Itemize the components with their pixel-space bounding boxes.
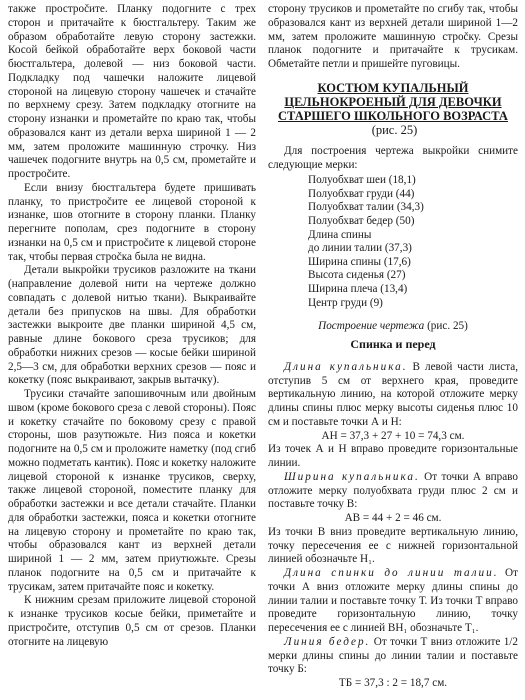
paragraph-text: От точки Т вниз отложите 1/2 мерки длины спины до линии талии и поставьте точку Б: xyxy=(268,635,518,676)
figure-ref: (рис. 25) xyxy=(427,320,468,333)
paragraph-text: От точки А вправо отложите мерку полуобхвата груди плюс 2 см и поставьте точку В: xyxy=(268,470,518,511)
list-item: Полуобхват груди (44) xyxy=(308,187,415,200)
term: Длина спинки до линии талии. xyxy=(284,567,499,580)
paragraph: Для построения чертежа выкройки снимите следующие мерки: xyxy=(268,144,518,171)
figure-ref: (рис. 25) xyxy=(371,122,418,137)
term: Ширина купальника. xyxy=(284,470,420,483)
paragraph: Если внизу бюстгальтера будете пришивать планку, то пристроčите ее лицевой стороной к изнанке, шов отогните в сторону планки. Планку перегните пополам, срез подогните в сторону изнанки на 0,5 см и пристроčите к лицевой стороне так, чтобы первая строčка была не видна. xyxy=(8,181,256,263)
list-item: Ширина плеча (13,4) xyxy=(308,283,408,295)
list-item: Полуобхват бедер (50) xyxy=(308,215,415,228)
list-item: до линии талии (37,3) xyxy=(308,242,412,255)
section-heading-text: КОСТЮМ КУПАЛЬНЫЙ ЦЕЛЬНОКРОЕНЫЙ ДЛЯ ДЕВОЧКИ СТАРШЕГО ШКОЛЬНОГО ВОЗРАСТА xyxy=(278,80,508,123)
caption-italic: Построение чертежа xyxy=(318,320,425,333)
list-item: Длина спины xyxy=(308,228,372,241)
right-column xyxy=(268,3,518,691)
formula: АВ = 44 + 2 = 46 см. xyxy=(344,512,442,525)
formula: ТБ = 37,3 : 2 = 18,7 см. xyxy=(338,677,448,690)
list-item: Полуобхват шеи (18,1) xyxy=(308,174,416,187)
term: Линия бедер. xyxy=(284,635,371,648)
list-item: Полуобхват талии (34,3) xyxy=(308,201,424,214)
paragraph-text: В левой части листа, отступив 5 см от верхнего края, проведите вертикальную линию, на которой отложите мерку длины спины плюс мерку высоты сиденья плюс 10 см и поставьте точки А и Н: xyxy=(268,360,519,428)
paragraph: Детали выкройки трусиков разложите на ткани (направление долевой нити на чертеже должно совпадать с долевой нитью ткани). Выкраивайте детали без припусков на швы. Для обработки застежки выкроите две планки шириной 4,5 см, равные длине бокового среза трусиков; для обработки нижних срезов — косые бейки шириной 2,5—3 см, для обработки верхних срезов — пояс и кокетку (пояс выкраивают, закрыв вытачку). xyxy=(8,264,256,387)
left-column xyxy=(8,3,256,649)
paragraph: сторону трусиков и прометайте по сгибу так, чтобы образовался кант из верхней детали шириной 1—2 мм, затем проложите машинную строčку. Срезы планок подогните и притачайте к трусикам. Обметайте петли и пришейте пуговицы. xyxy=(268,3,518,70)
paragraph: Из точек А и Н вправо проведите горизонтальные линии. xyxy=(268,443,518,470)
section-heading xyxy=(268,81,518,137)
paragraph-text: От точки А вниз отложите мерку длины спины до линии талии и поставьте точку Т. Из точки Т вправо проведите горизонтальную линию, точку пересечения ее с линией ВН₁ обозначьте Т₁. xyxy=(268,567,518,635)
paragraph xyxy=(268,567,518,636)
paragraph xyxy=(268,361,518,430)
paragraph: Из точки В вниз проведите вертикальную линию, точку пересечения ее с нижней горизонтальной линией обозначьте Н₁. xyxy=(268,525,518,566)
list-item: Высота сиденья (27) xyxy=(308,269,406,282)
paragraph: К нижним срезам приложите лицевой стороной к изнанке трусиков косые бейки, приметайте и пристроčите, отступив 0,5 см от срезов. Планки отогните на лицевую xyxy=(8,594,256,648)
term: Длина купальника. xyxy=(284,360,408,373)
figure-caption xyxy=(268,320,518,334)
paragraph xyxy=(268,471,518,512)
subheading: Спинка и перед xyxy=(350,336,436,351)
paragraph xyxy=(268,636,518,677)
paragraph: Трусики стачайте запошивочным или двойным швом (кроме бокового среза с левой стороны). Пояс и кокетку стачайте по боковому срезу с правой стороны, шов разутюжьте. Низ пояса и кокетки подогните на 0,5 см и проложите наметку (под сгиб можно подметать кантик). Пояс и кокетку наложите лицевой стороной к изнанке трусиков, сверху, также лицевой стороной, поместите планку для обработки застежки и все детали стачайте. Планки для обработки застежки, пояса и кокетки отогните на лицевую сторону и прометайте по краю так, чтобы образовался кант из верхней детали шириной 1 — 2 мм, затем приутюжьте. Срезы планок подогните на 0,5 см и притачайте к трусикам, затем притачайте пояс и кокетку. xyxy=(8,388,256,593)
measures-list xyxy=(308,174,518,310)
paragraph: также простроčите. Планку подогните с трех сторон и притачайте к бюстгальтеру. Таким же образом обработайте левую сторону застежки. Косой бейкой обработайте верх боковой части бюстгальтера, долевой — низ боковой части. Подкладку под чашечки наложите лицевой стороной на лицевую сторону чашечек и стачайте по верхнему срезу. Затем подкладку отогните на сторону изнанки и прометайте по краю так, чтобы образовался кант из детали верха шириной 1 — 2 мм, затем проложите машинную строчку. Низ чашечек подогните внутрь на 0,5 см, прометайте и простроčите. xyxy=(8,3,256,180)
formula: АН = 37,3 + 27 + 10 = 74,3 см. xyxy=(321,429,465,442)
list-item: Центр груди (9) xyxy=(308,296,383,309)
list-item: Ширина спины (17,6) xyxy=(308,255,411,268)
